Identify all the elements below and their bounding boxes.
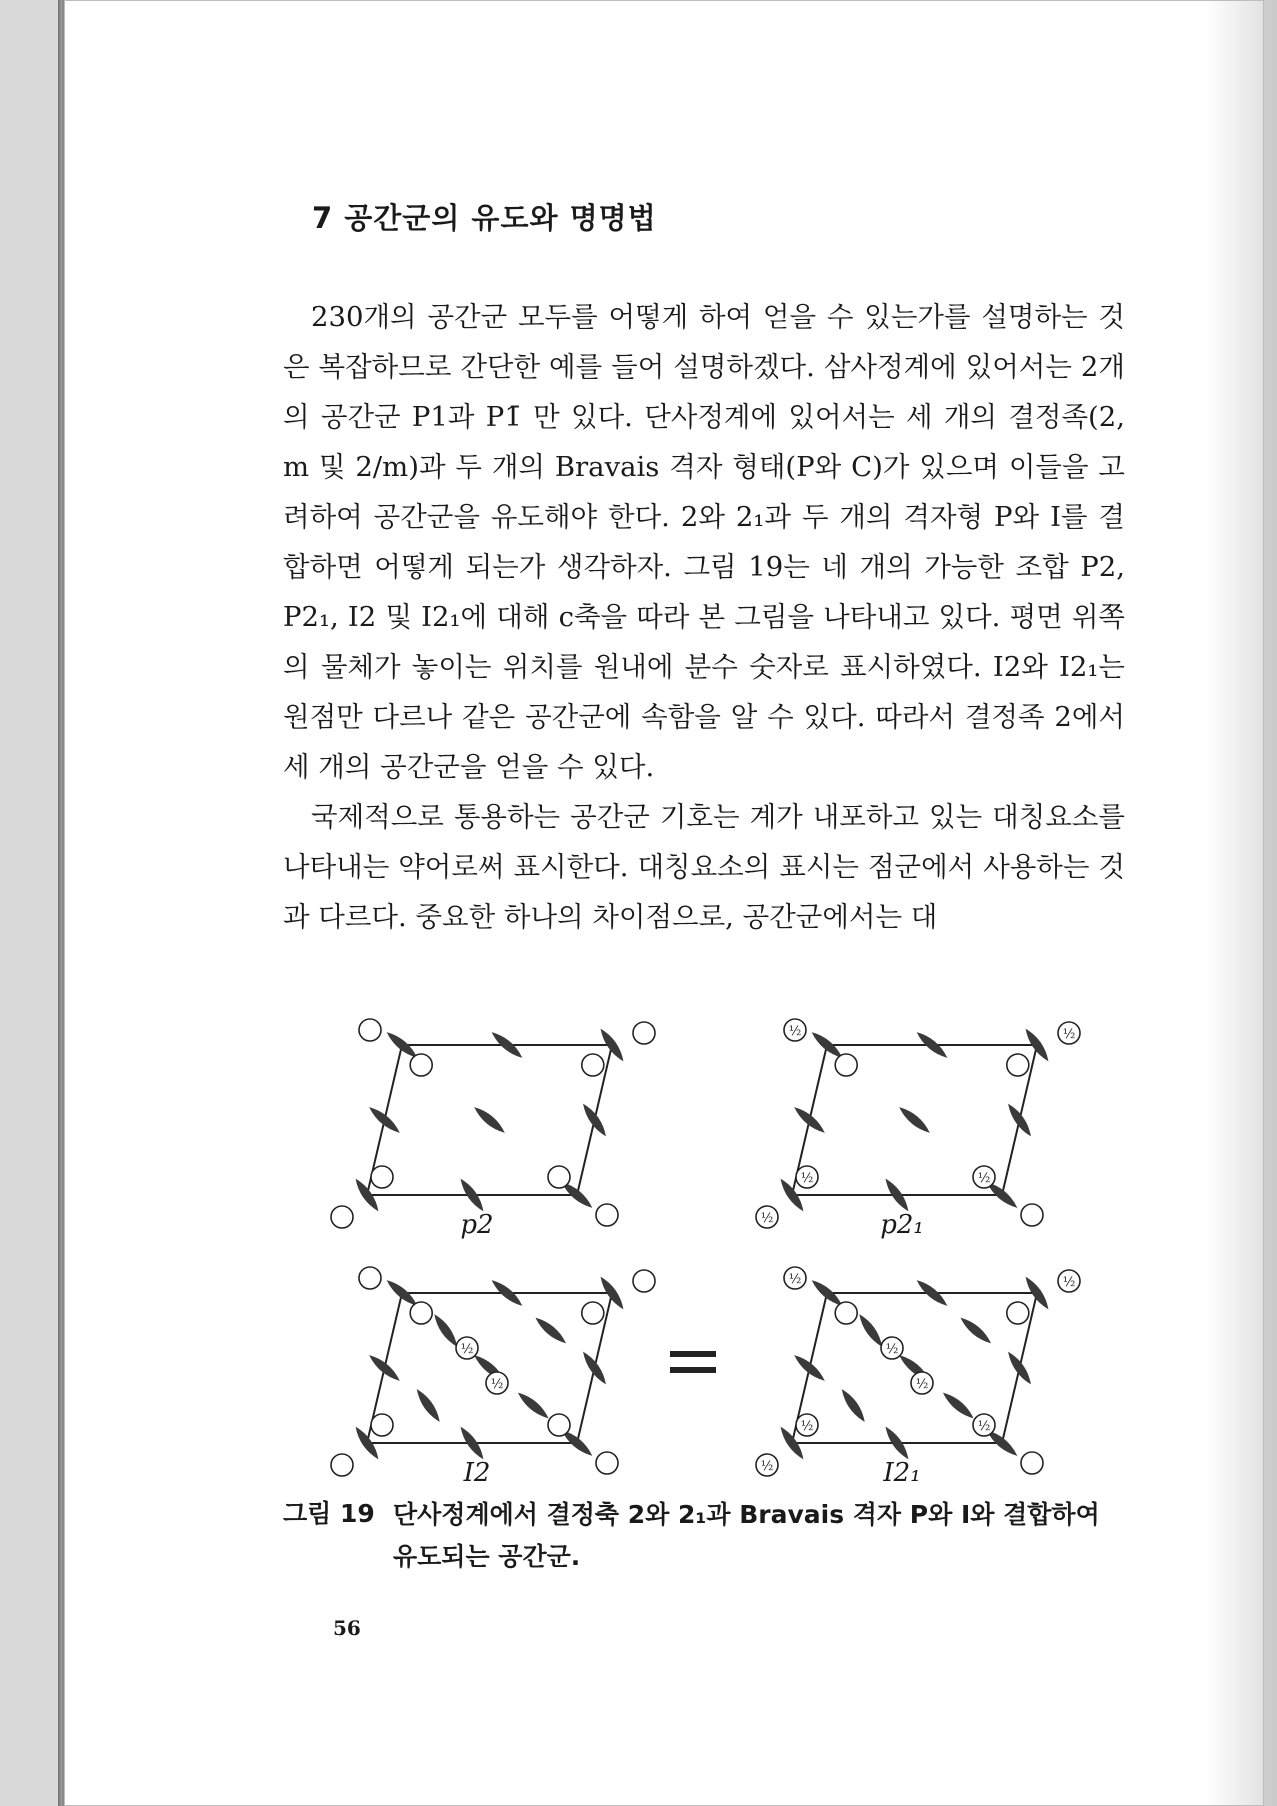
lattice-panel-3: [331, 1267, 655, 1485]
motif-circle: [1021, 1204, 1043, 1226]
half-height-marker: ½: [760, 1211, 774, 1226]
motif-circle: [835, 1302, 857, 1324]
motif-circle: [410, 1054, 432, 1076]
motif-circle: [582, 1054, 604, 1076]
body-text: [283, 292, 1125, 942]
motif-circle: [633, 1270, 655, 1292]
motif-circle: [371, 1414, 393, 1436]
motif-circle: [596, 1204, 618, 1226]
twofold-axis-symbol: [958, 1314, 994, 1347]
half-height-marker: ½: [977, 1419, 991, 1434]
motif-circle: [1007, 1302, 1029, 1324]
lattice-panel-4: [756, 1267, 1080, 1485]
twofold-axis-symbol: [515, 1389, 551, 1422]
panel-label: p2₁: [880, 1210, 924, 1240]
motif-circle: [359, 1019, 381, 1041]
half-height-marker: ½: [800, 1419, 814, 1434]
motif-circle: [548, 1166, 570, 1188]
half-height-marker: ½: [490, 1377, 504, 1392]
panel-label: I2₁: [883, 1458, 921, 1485]
figure-caption-number: 그림 19: [283, 1499, 375, 1528]
page-shadow: [1207, 0, 1277, 1806]
motif-circle: [371, 1166, 393, 1188]
half-height-marker: ½: [460, 1342, 474, 1357]
section-title: 7 공간군의 유도와 명명법: [312, 201, 657, 235]
twofold-axis-symbol: [471, 1104, 507, 1137]
motif-circle: [596, 1452, 618, 1474]
motif-circle: [1021, 1452, 1043, 1474]
motif-circle: [835, 1054, 857, 1076]
twofold-axis-symbol: [838, 1387, 868, 1425]
half-height-marker: ½: [977, 1171, 991, 1186]
motif-circle: [633, 1022, 655, 1044]
motif-circle: [548, 1414, 570, 1436]
half-height-marker: ½: [788, 1024, 802, 1039]
half-height-marker: ½: [760, 1459, 774, 1474]
twofold-axis-symbol: [940, 1389, 976, 1422]
twofold-axis-symbol: [791, 1104, 827, 1137]
twofold-axis-symbol: [1004, 1349, 1034, 1387]
page-number: 56: [333, 1616, 361, 1640]
twofold-axis-symbol: [413, 1387, 443, 1425]
motif-circle: [410, 1302, 432, 1324]
motif-circle: [582, 1302, 604, 1324]
body-paragraph-2: 국제적으로 통용하는 공간군 기호는 계가 내포하고 있는 대칭요소를 나타내는 약어로써 표시한다. 대칭요소의 표시는 점군에서 사용하는 것과 다르다. 중요한 하나의 차이점으로, 공간군에서는 대: [283, 801, 1125, 933]
half-height-marker: ½: [788, 1272, 802, 1287]
lattice-panel-2: [756, 1019, 1080, 1240]
motif-circle: [331, 1206, 353, 1228]
twofold-axis-symbol: [366, 1104, 402, 1137]
half-height-marker: ½: [885, 1342, 899, 1357]
half-height-marker: ½: [800, 1171, 814, 1186]
figure-caption-text: 단사정계에서 결정축 2와 2₁과 Bravais 격자 P와 I와 결합하여 유도되는 공간군.: [393, 1500, 1100, 1571]
twofold-axis-symbol: [896, 1104, 932, 1137]
twofold-axis-symbol: [579, 1101, 609, 1139]
twofold-axis-symbol: [366, 1352, 402, 1385]
twofold-axis-symbol: [791, 1352, 827, 1385]
twofold-axis-symbol: [1004, 1101, 1034, 1139]
half-height-marker: ½: [915, 1377, 929, 1392]
equals-sign: [670, 1351, 716, 1373]
figure-19: [312, 1005, 1112, 1485]
twofold-axis-symbol: [533, 1314, 569, 1347]
motif-circle: [331, 1454, 353, 1476]
twofold-axis-symbol: [579, 1349, 609, 1387]
body-paragraph-1: 230개의 공간군 모두를 어떻게 하여 얻을 수 있는가를 설명하는 것은 복잡하므로 간단한 예를 들어 설명하겠다. 삼사정계에 있어서는 2개의 공간군 P1과 P1̄ 만 있다. 단사정계에 있어서는 세 개의 결정족(2, m 및 2/m)과 두 개의 Bravais 격자 형태(P와 C)가 있으며 이들을 고려하여 공간군을 유도해야 한다. 2와 2₁과 두 개의 격자형 P와 I를 결합하면 어떻게 되는가 생각하자. 그림 19는 네 개의 가능한 조합 P2, P2₁, I2 및 I2₁에 대해 c축을 따라 본 그림을 나타내고 있다. 평면 위쪽의 물체가 놓이는 위치를 원내에 분수 숫자로 표시하였다. I2와 I2₁는 원점만 다르나 같은 공간군에 속함을 알 수 있다. 따라서 결정족 2에서 세 개의 공간군을 얻을 수 있다.: [283, 301, 1125, 783]
half-height-marker: ½: [1062, 1027, 1076, 1042]
panel-label: I2: [463, 1458, 491, 1485]
lattice-panel-1: [331, 1019, 655, 1240]
panel-label: p2: [460, 1210, 494, 1240]
motif-circle: [359, 1267, 381, 1289]
half-height-marker: ½: [1062, 1275, 1076, 1290]
motif-circle: [1007, 1054, 1029, 1076]
